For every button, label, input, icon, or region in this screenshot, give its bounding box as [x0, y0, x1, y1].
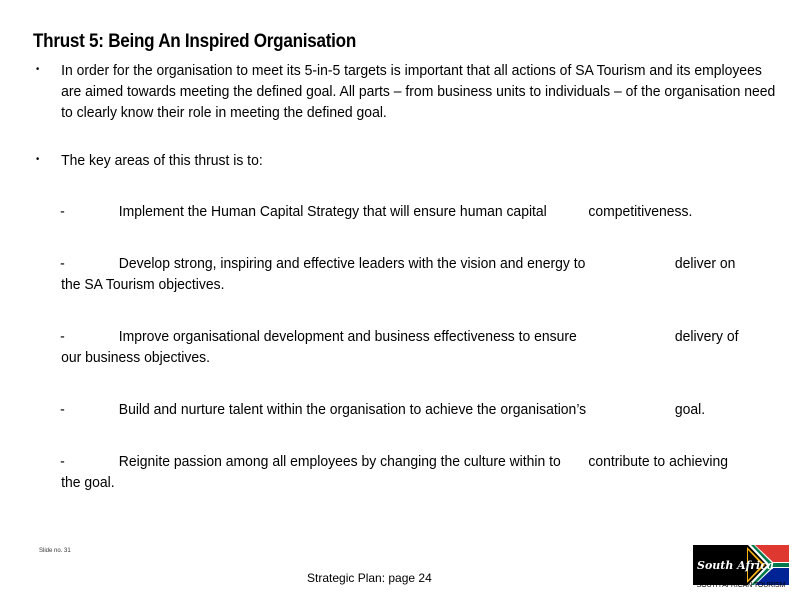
bullet-symbol: •: [36, 64, 40, 75]
body-content: [36, 60, 776, 524]
logo-caption: SOUTH AFRICAN TOURISM: [696, 582, 786, 589]
sub-item-text-tail: competitiveness.: [588, 203, 693, 220]
sub-item-text-tail: delivery of: [674, 328, 739, 345]
sub-item-org-development: [36, 326, 777, 368]
dash-marker: -: [60, 401, 65, 418]
dash-marker: -: [60, 453, 65, 470]
sub-item-text-tail: deliver on: [674, 255, 736, 272]
dash-marker: -: [60, 255, 65, 272]
sub-item-text: Develop strong, inspiring and effective leaders with the vision and energy to: [118, 255, 586, 272]
sub-item-passion: [36, 451, 777, 493]
sub-item-talent: [36, 399, 777, 420]
sub-item-text-tail: contribute to achieving: [588, 453, 729, 470]
slide-number: Slide no. 31: [39, 548, 71, 554]
bullet-key-areas: [36, 150, 777, 171]
sub-item-human-capital: [36, 201, 777, 222]
sub-item-text: Implement the Human Capital Strategy that will ensure human capital: [118, 203, 547, 220]
page-footer: Strategic Plan: page 24: [307, 571, 432, 585]
sub-item-continuation: the goal.: [61, 474, 115, 491]
page-title: Thrust 5: Being An Inspired Organisation: [33, 31, 357, 52]
logo-script: South Africa: [697, 559, 775, 572]
sub-item-continuation: our business objectives.: [61, 349, 210, 366]
dash-marker: -: [60, 328, 65, 345]
sub-item-leaders: [36, 253, 777, 295]
bullet-text: The key areas of this thrust is to:: [61, 152, 263, 169]
bullet-text: In order for the organisation to meet its 5-in-5 targets is important that all actions of SA Tourism and its employees are aimed towards meeting the defined goal. All parts – from business units to individuals – of the organisation need to clearly know their role in meeting the defined goal.: [61, 62, 776, 121]
sub-item-text: Build and nurture talent within the organisation to achieve the organisation’s: [118, 401, 587, 418]
sub-item-text: Reignite passion among all employees by changing the culture within to: [118, 453, 561, 470]
sub-item-continuation: the SA Tourism objectives.: [61, 276, 225, 293]
dash-marker: -: [60, 203, 65, 220]
bullet-symbol: •: [36, 154, 40, 165]
sub-item-text-tail: goal.: [674, 401, 706, 418]
sub-item-text: Improve organisational development and business effectiveness to ensure: [118, 328, 577, 345]
bullet-intro: [36, 60, 777, 123]
